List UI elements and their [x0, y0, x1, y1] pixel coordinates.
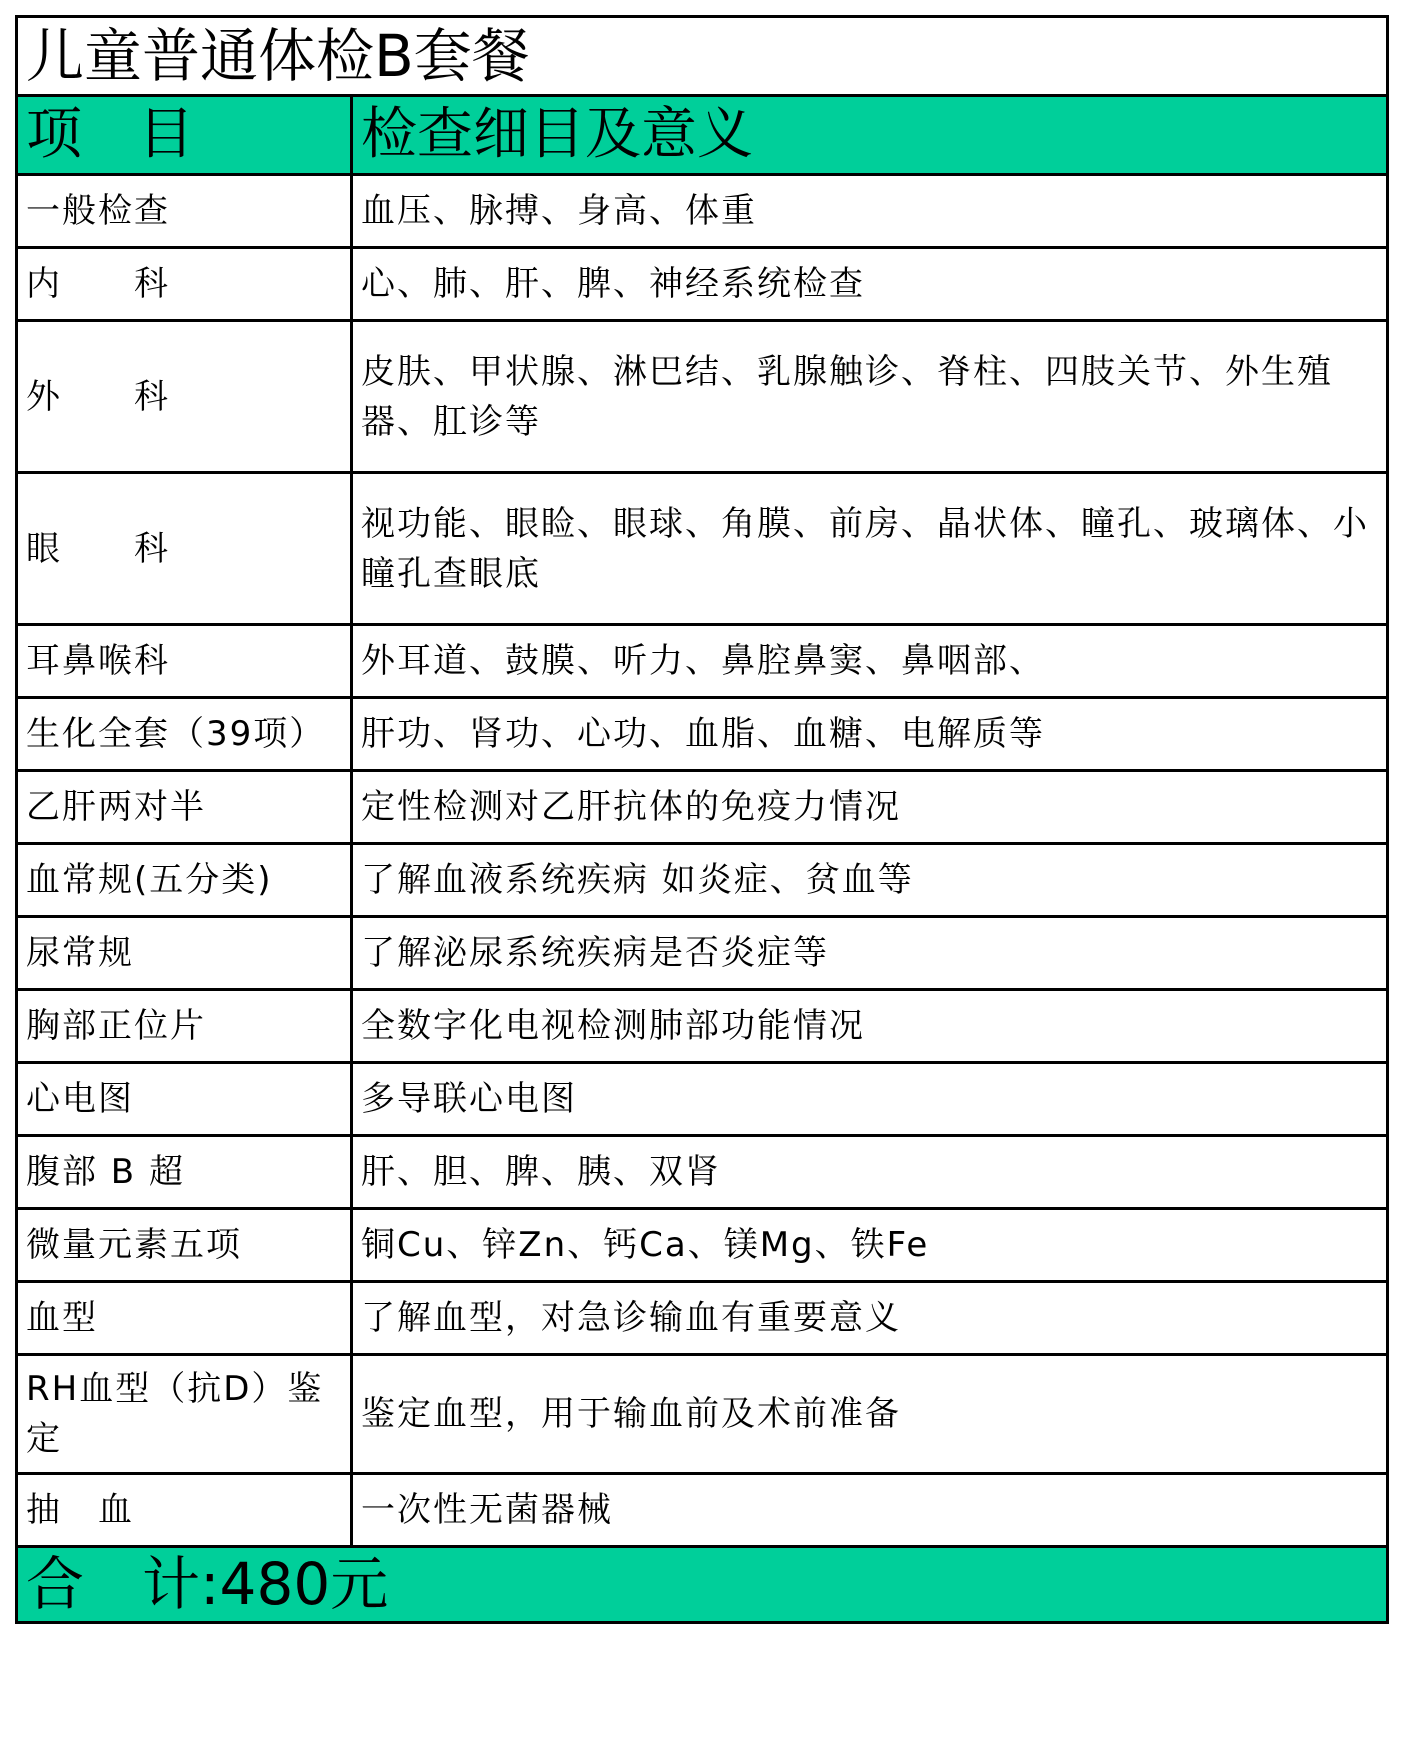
item-cell: 尿常规	[17, 917, 352, 990]
item-cell: 眼 科	[17, 473, 352, 625]
detail-cell: 定性检测对乙肝抗体的免疫力情况	[352, 771, 1388, 844]
item-cell: RH血型（抗D）鉴定	[17, 1355, 352, 1474]
item-cell: 外 科	[17, 321, 352, 473]
table-row	[17, 1063, 1388, 1136]
table-row	[17, 1209, 1388, 1282]
table-row	[17, 1136, 1388, 1209]
table-row	[17, 321, 1388, 473]
table-row	[17, 1474, 1388, 1547]
detail-cell: 了解血型，对急诊输血有重要意义	[352, 1282, 1388, 1355]
table-row	[17, 844, 1388, 917]
package-table	[15, 15, 1389, 1624]
item-cell: 一般检查	[17, 175, 352, 248]
detail-cell: 全数字化电视检测肺部功能情况	[352, 990, 1388, 1063]
table-row	[17, 698, 1388, 771]
item-cell: 胸部正位片	[17, 990, 352, 1063]
header-detail: 检查细目及意义	[352, 96, 1388, 175]
detail-cell: 视功能、眼睑、眼球、角膜、前房、晶状体、瞳孔、玻璃体、小瞳孔查眼底	[352, 473, 1388, 625]
total-price: 合 计:480元	[17, 1547, 1388, 1623]
item-cell: 血常规(五分类)	[17, 844, 352, 917]
table-row	[17, 917, 1388, 990]
item-cell: 血型	[17, 1282, 352, 1355]
detail-cell: 了解血液系统疾病 如炎症、贫血等	[352, 844, 1388, 917]
total-row	[17, 1547, 1388, 1623]
detail-cell: 肝功、肾功、心功、血脂、血糖、电解质等	[352, 698, 1388, 771]
page-title: 儿童普通体检B套餐	[17, 17, 1388, 96]
detail-cell: 外耳道、鼓膜、听力、鼻腔鼻窦、鼻咽部、	[352, 625, 1388, 698]
table-row	[17, 1282, 1388, 1355]
item-cell: 乙肝两对半	[17, 771, 352, 844]
table-row	[17, 625, 1388, 698]
item-cell: 耳鼻喉科	[17, 625, 352, 698]
item-cell: 腹部 B 超	[17, 1136, 352, 1209]
header-item: 项 目	[17, 96, 352, 175]
detail-cell: 血压、脉搏、身高、体重	[352, 175, 1388, 248]
table-row	[17, 1355, 1388, 1474]
table-row	[17, 248, 1388, 321]
header-row	[17, 96, 1388, 175]
detail-cell: 鉴定血型，用于输血前及术前准备	[352, 1355, 1388, 1474]
item-cell: 生化全套（39项）	[17, 698, 352, 771]
item-cell: 心电图	[17, 1063, 352, 1136]
table-row	[17, 990, 1388, 1063]
item-cell: 抽 血	[17, 1474, 352, 1547]
detail-cell: 皮肤、甲状腺、淋巴结、乳腺触诊、脊柱、四肢关节、外生殖器、肛诊等	[352, 321, 1388, 473]
table-row	[17, 473, 1388, 625]
item-cell: 微量元素五项	[17, 1209, 352, 1282]
title-row	[17, 17, 1388, 96]
detail-cell: 铜Cu、锌Zn、钙Ca、镁Mg、铁Fe	[352, 1209, 1388, 1282]
detail-cell: 了解泌尿系统疾病是否炎症等	[352, 917, 1388, 990]
table-row	[17, 771, 1388, 844]
detail-cell: 肝、胆、脾、胰、双肾	[352, 1136, 1388, 1209]
detail-cell: 一次性无菌器械	[352, 1474, 1388, 1547]
detail-cell: 多导联心电图	[352, 1063, 1388, 1136]
table-row	[17, 175, 1388, 248]
detail-cell: 心、肺、肝、脾、神经系统检查	[352, 248, 1388, 321]
item-cell: 内 科	[17, 248, 352, 321]
